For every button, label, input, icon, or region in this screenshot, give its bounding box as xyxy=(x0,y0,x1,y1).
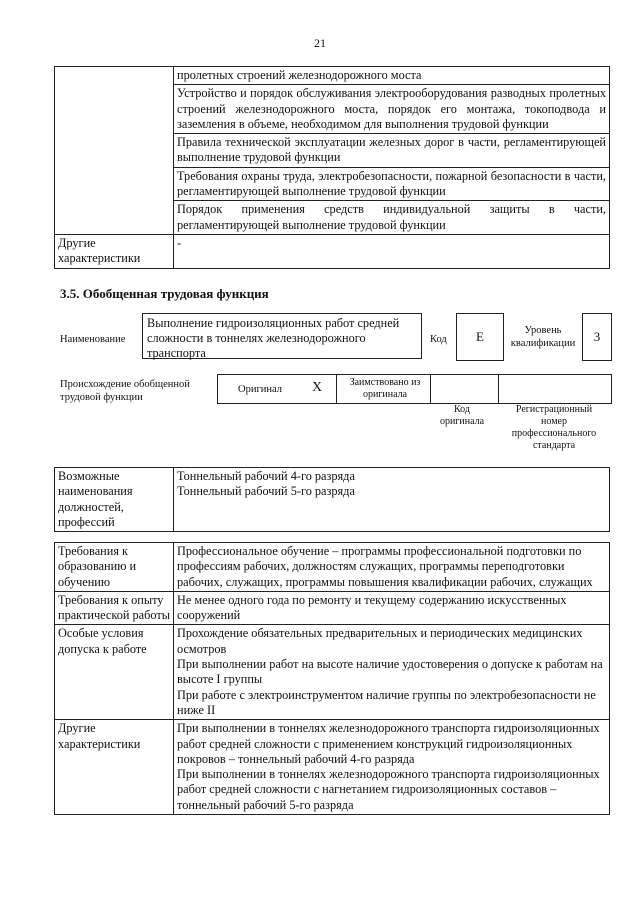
divider xyxy=(430,375,431,403)
requirement-label: Особые условия допуска к работе xyxy=(55,625,174,720)
registration-caption: Регистрационный номер профессионального стандарта xyxy=(511,404,597,451)
page-number: 21 xyxy=(314,36,326,50)
requirement-label: Требования к образованию и обучению xyxy=(55,543,174,592)
requirement-value xyxy=(174,720,610,815)
original-mark: X xyxy=(312,380,323,395)
knowledge-row: Требования охраны труда, электробезопасности, пожарной безопасности в части, регламентирующей выполнение трудовой функции xyxy=(174,167,610,201)
requirement-line: При работе с электроинструментом наличие группы по электробезопасности не ниже II xyxy=(177,687,596,717)
level-value-box: 3 xyxy=(582,313,612,361)
borrowed-label: Заимствовано из оригинала xyxy=(349,377,421,400)
knowledge-row: пролетных строений железнодорожного моста xyxy=(174,67,610,85)
positions-values xyxy=(174,468,610,532)
knowledge-row: Устройство и порядок обслуживания электрооборудования разводных пролетных строений железнодорожного моста, порядок его монтажа, токоподвода и заземления в объеме, необходимом для выполнения трудовой функции xyxy=(174,85,610,134)
requirement-label: Другие характеристики xyxy=(55,720,174,815)
level-label: Уровень квалификации xyxy=(510,325,576,349)
code-label: Код xyxy=(430,334,447,345)
requirement-line: При выполнении в тоннелях железнодорожного транспорта гидроизоляционных работ средней сложности с применением конструкций гидроизоляционных покровов – тоннельный рабочий 4-го разряда xyxy=(177,721,600,766)
origin-label: Происхождение обобщенной трудовой функции xyxy=(60,379,190,403)
other-characteristics-label: Другие характеристики xyxy=(55,234,174,268)
knowledge-row: Правила технической эксплуатации железных дорог в части, регламентирующей выполнение трудовой функции xyxy=(174,134,610,168)
requirements-table xyxy=(54,542,610,815)
function-name-box: Выполнение гидроизоляционных работ средней сложности в тоннелях железнодорожного транспорта xyxy=(142,313,422,359)
positions-label: Возможные наименования должностей, профессий xyxy=(55,468,174,532)
positions-table xyxy=(54,467,610,532)
knowledge-table xyxy=(54,66,610,269)
position-item: Тоннельный рабочий 5-го разряда xyxy=(177,484,355,499)
requirement-value xyxy=(174,543,610,592)
original-label: Оригинал xyxy=(238,384,282,395)
empty-label-cell xyxy=(55,67,174,235)
position-item: Тоннельный рабочий 4-го разряда xyxy=(177,469,355,483)
other-characteristics-value: - xyxy=(174,234,610,268)
requirement-value xyxy=(174,591,610,625)
knowledge-row: Порядок применения средств индивидуальной защиты в части, регламентирующей выполнение трудовой функции xyxy=(174,201,610,235)
requirement-label: Требования к опыту практической работы xyxy=(55,591,174,625)
requirement-line: Прохождение обязательных предварительных и периодических медицинских осмотров xyxy=(177,626,583,656)
name-label: Наименование xyxy=(60,334,126,345)
requirement-line: При выполнении работ на высоте наличие удостоверения о допуске к работам на высоте I группы xyxy=(177,657,603,687)
requirement-value xyxy=(174,625,610,720)
divider xyxy=(336,375,337,403)
requirement-line: При выполнении в тоннелях железнодорожного транспорта гидроизоляционных работ средней сложности с нагнетанием гидроизоляционных составов – тоннельный рабочий 5-го разряда xyxy=(177,767,600,812)
requirement-line: Профессиональное обучение – программы профессиональной подготовки по профессиям рабочих, должностям служащих, программы переподготовки рабочих, служащих, программы повышения квалификации рабочих, служащих xyxy=(177,544,593,589)
origin-box xyxy=(217,374,612,404)
section-heading: 3.5. Обобщенная трудовая функция xyxy=(60,286,269,301)
requirement-line: Не менее одного года по ремонту и текущему содержанию искусственных сооружений xyxy=(177,592,567,623)
code-original-caption: Код оригинала xyxy=(439,404,485,427)
divider xyxy=(498,375,499,403)
code-value-box: E xyxy=(456,313,504,361)
